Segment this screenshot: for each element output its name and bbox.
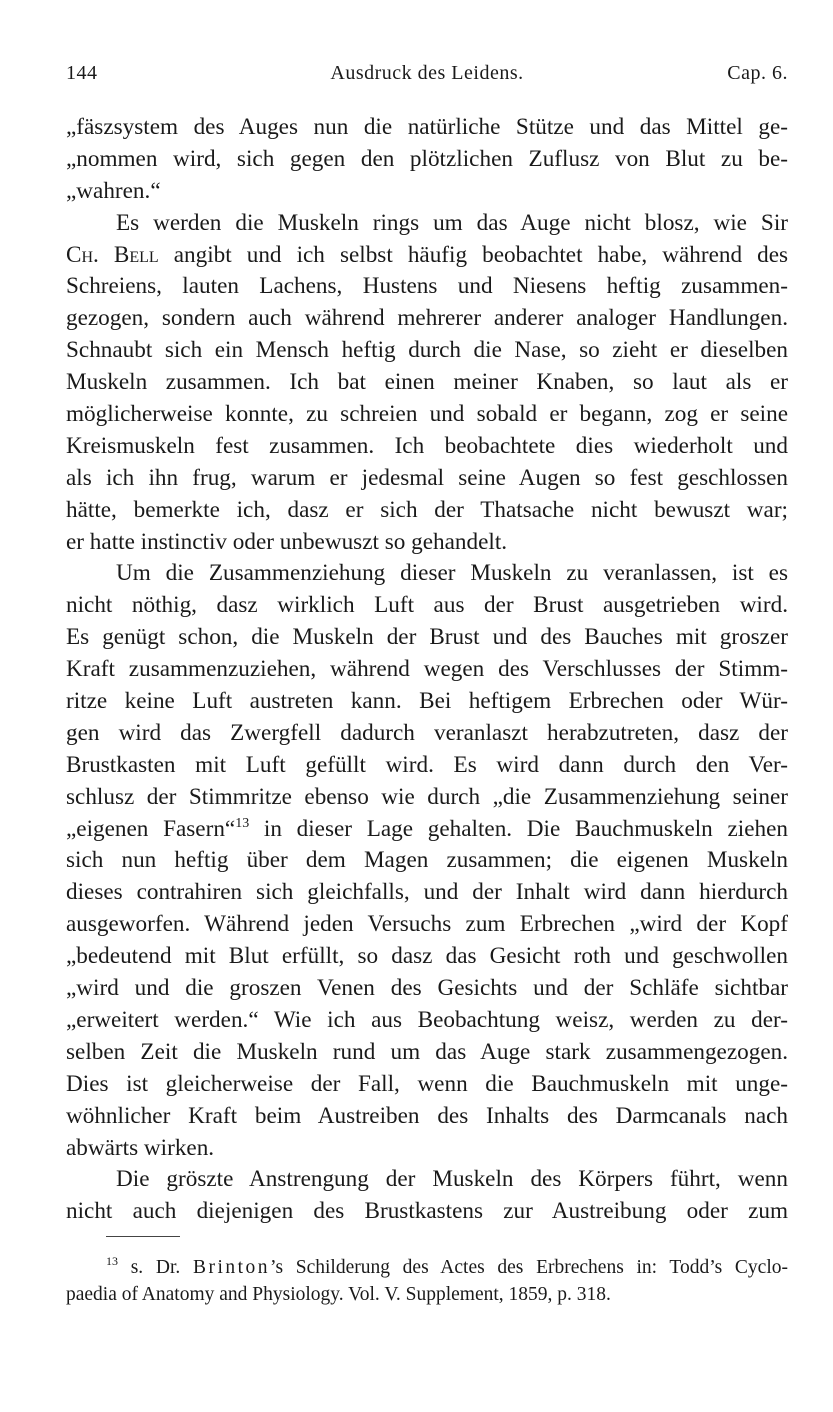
text-line: Kraft zusammenzuziehen, während wegen des Verschlusses der Stimm- <box>66 656 788 683</box>
text-line: „nommen wird, sich gegen den plötzlichen Zuflusz von Blut zu be- <box>66 145 788 172</box>
text-line: Dies ist gleicherweise der Fall, wenn die Bauchmuskeln mit unge- <box>66 1070 788 1097</box>
text-line: nicht nöthig, dasz wirklich Luft aus der Brust ausgetrieben wird. <box>66 592 788 619</box>
text-line: möglicherweise konnte, zu schreien und sobald er begann, zog er seine <box>66 401 788 428</box>
text-span: „eigenen Fasern“ <box>66 815 236 842</box>
running-head <box>66 58 788 88</box>
author-name-brinton: Brinton <box>192 1257 271 1278</box>
text-line: hätte, bemerkte ich, dasz er sich der Thatsache nicht bewuszt war; <box>66 496 788 523</box>
text-line: ritze keine Luft austreten kann. Bei heftigem Erbrechen oder Wür- <box>66 688 788 715</box>
text-line: sich nun heftig über dem Magen zusammen; die eigenen Muskeln <box>66 847 788 874</box>
text-line: „wahren.“ <box>66 177 161 204</box>
text-line: „bedeutend mit Blut erfüllt, so dasz das Gesicht roth und geschwollen <box>66 943 788 970</box>
text-span: in dieser Lage gehalten. Die Bauchmuskeln ziehen <box>249 815 788 842</box>
text-line: Die gröszte Anstrengung der Muskeln des Körpers führt, wenn <box>116 1166 788 1193</box>
text-line <box>66 814 788 846</box>
text-line: Muskeln zusammen. Ich bat einen meiner Knaben, so laut als er <box>66 369 788 396</box>
text-line: Es werden die Muskeln rings um das Auge nicht blosz, wie Sir <box>116 209 788 236</box>
footnotes <box>66 1254 788 1308</box>
text-line: Schnaubt sich ein Mensch heftig durch die Nase, so zieht er dieselben <box>66 337 788 364</box>
footnote-ref-13[interactable]: 13 <box>235 815 250 831</box>
text-span: angibt und ich selbst häufig beobachtet habe, während des <box>158 241 789 268</box>
text-line: Brustkasten mit Luft gefüllt wird. Es wird dann durch den Ver- <box>66 751 788 778</box>
text-line: nicht auch diejenigen des Brustkastens zur Austreibung oder zum <box>66 1198 788 1225</box>
text-line: abwärts wirken. <box>66 1134 215 1161</box>
footnote-divider <box>106 1236 180 1237</box>
text-line: „wird und die groszen Venen des Gesichts und der Schläfe sichtbar <box>66 975 788 1002</box>
text-line: gezogen, sondern auch während mehrerer anderer analoger Handlungen. <box>66 305 788 332</box>
footnote-13 <box>66 1254 788 1281</box>
text-line: gen wird das Zwergfell dadurch veranlaszt herabzutreten, dasz der <box>66 719 788 746</box>
text-line: als ich ihn frug, warum er jedesmal seine Augen so fest geschlossen <box>66 464 788 491</box>
running-title: Ausdruck des Leidens. <box>330 62 524 84</box>
text-line: Schreiens, lauten Lachens, Hustens und Niesens heftig zusammen- <box>66 273 788 300</box>
text-line: er hatte instinctiv oder unbewuszt so gehandelt. <box>66 528 508 555</box>
text-line: schlusz der Stimmritze ebenso wie durch „die Zusammenziehung seiner <box>66 783 788 810</box>
text-line: Um die Zusammenziehung dieser Muskeln zu veranlassen, ist es <box>116 560 788 587</box>
text-span: s. Dr. <box>118 1257 193 1278</box>
body-text <box>66 112 788 1228</box>
text-line: ausgeworfen. Während jeden Versuchs zum Erbrechen „wird der Kopf <box>66 911 788 938</box>
text-line: selben Zeit die Muskeln rund um das Auge stark zusammengezogen. <box>66 1038 788 1065</box>
text-span: ’s Schilderung des Actes des Erbrechens in: Todd’s Cyclo- <box>270 1257 788 1278</box>
text-line: wöhnlicher Kraft beim Austreiben des Inhalts des Darmcanals nach <box>66 1102 788 1129</box>
text-line: Kreismuskeln fest zusammen. Ich beobachtete dies wiederholt und <box>66 432 788 459</box>
text-line: Es genügt schon, die Muskeln der Brust und des Bauches mit groszer <box>66 624 788 651</box>
text-line: dieses contrahiren sich gleichfalls, und der Inhalt wird dann hierdurch <box>66 879 788 906</box>
chapter-label: Cap. 6. <box>727 62 788 84</box>
text-line <box>66 240 788 272</box>
text-line: „erweitert werden.“ Wie ich aus Beobachtung weisz, werden zu der- <box>66 1006 788 1033</box>
page-number: 144 <box>66 62 98 84</box>
footnote-line: paedia of Anatomy and Physiology. Vol. V. Supplement, 1859, p. 318. <box>66 1284 611 1305</box>
footnote-number: 13 <box>106 1254 118 1268</box>
author-name-bell: Ch. Bell <box>66 241 159 268</box>
text-line: „fäszsystem des Auges nun die natürliche Stütze und das Mittel ge- <box>66 114 788 140</box>
